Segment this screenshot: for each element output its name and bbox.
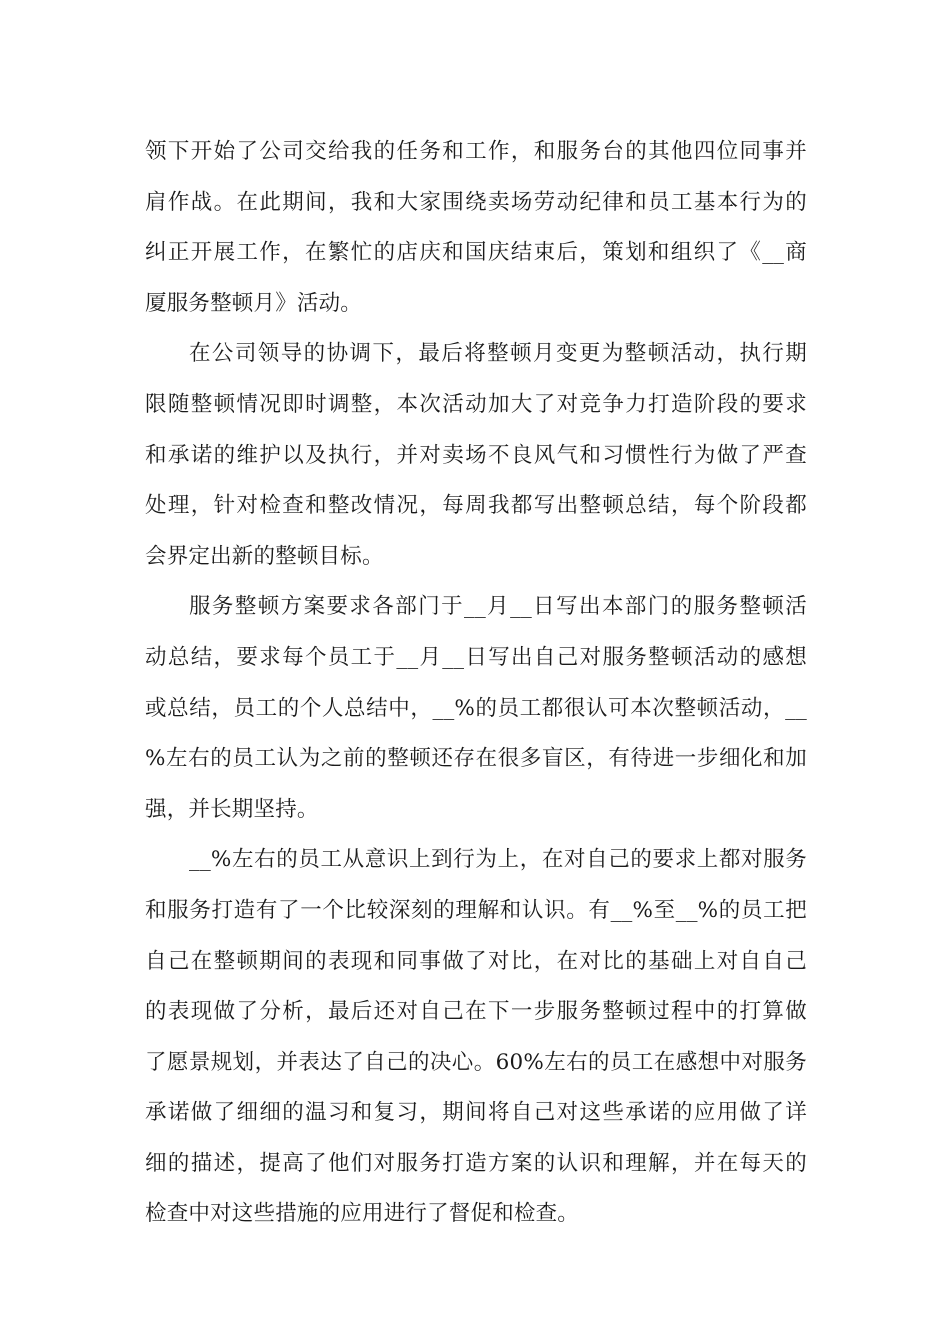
text-line: %左右的员工认为之前的整顿还存在很多盲区，有待进一步细化和加 [145,746,807,772]
text-line: 或总结，员工的个人总结中，__%的员工都很认可本次整顿活动，__ [145,695,807,721]
text-line: 强，并长期坚持。 [145,796,319,822]
text-line: 在公司领导的协调下，最后将整顿月变更为整顿活动，执行期 [189,341,807,367]
text-line: 细的描述，提高了他们对服务打造方案的认识和理解，并在每天的 [145,1150,807,1176]
text-line: 和承诺的维护以及执行，并对卖场不良风气和习惯性行为做了严查 [145,442,807,468]
text-line: 限随整顿情况即时调整，本次活动加大了对竞争力打造阶段的要求 [145,391,807,417]
paragraph-1 [145,127,807,329]
text-line: 会界定出新的整顿目标。 [145,543,384,569]
paragraph-2 [145,329,807,582]
text-line: 领下开始了公司交给我的任务和工作，和服务台的其他四位同事并 [145,139,807,164]
text-line: 动总结，要求每个员工于__月__日写出自己对服务整顿活动的感想 [145,644,807,670]
paragraph-3 [145,582,807,835]
text-line: 服务整顿方案要求各部门于__月__日写出本部门的服务整顿活 [189,594,807,620]
text-line: 检查中对这些措施的应用进行了督促和检查。 [145,1201,580,1227]
paragraph-4 [145,835,807,1240]
text-line: 纠正开展工作，在繁忙的店庆和国庆结束后，策划和组织了《__商 [145,240,807,266]
text-line: 和服务打造有了一个比较深刻的理解和认识。有__%至__%的员工把 [145,897,807,923]
text-line: 厦服务整顿月》活动。 [145,290,363,316]
text-line: 处理，针对检查和整改情况，每周我都写出整顿总结，每个阶段都 [145,493,807,519]
text-line: 的表现做了分析，最后还对自己在下一步服务整顿过程中的打算做 [145,999,807,1025]
text-line: 自己在整顿期间的表现和同事做了对比，在对比的基础上对自自己 [145,948,807,974]
text-line: 肩作战。在此期间，我和大家围绕卖场劳动纪律和员工基本行为的 [145,189,807,215]
document-body [145,127,807,1240]
text-line: 了愿景规划，并表达了自己的决心。60%左右的员工在感想中对服务 [145,1049,807,1075]
text-line: 承诺做了细细的温习和复习，期间将自己对这些承诺的应用做了详 [145,1100,807,1126]
text-line: __%左右的员工从意识上到行为上，在对自己的要求上都对服务 [189,847,807,873]
